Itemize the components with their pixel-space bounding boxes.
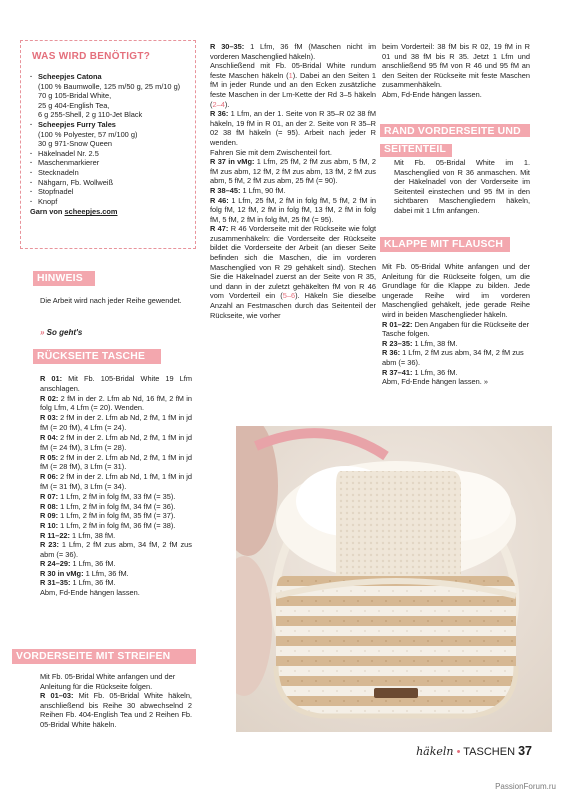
instruction-line: R 03: 2 fM in der 2. Lfm ab Nd, 2 fM, 1 fM in jd fM (= 20 fM), 4 Lfm (= 24). (40, 413, 192, 432)
materials-item: · Stopfnadel (30, 187, 192, 197)
materials-item: 6 g 255-Shell, 2 g 110-Jet Black (38, 110, 143, 120)
rand-text: Mit Fb. 05-Bridal White im 1. Maschenglied von R 36 anmaschen. Mit der Häkelnadel von der Vorderseite im Seitenteil einstechen und 95 fM in den sichtbaren Maschengliedern häkeln, dabei mit 1 Lfm anfangen. (394, 158, 530, 215)
rueckseite-header: RÜCKSEITE TASCHE (33, 346, 161, 364)
column-two-text (210, 42, 376, 320)
rueckseite-text (40, 374, 192, 598)
materials-item: 30 g 971-Snow Queen (38, 139, 112, 149)
instruction-line: R 38–45: 1 Lfm, 90 fM. (210, 185, 286, 195)
materials-item: 25 g 404-English Tea, (38, 100, 110, 110)
instruction-line: R 01–22: Den Angaben für die Rückseite der Tasche folgen. (382, 319, 530, 339)
materials-item: (100 % Polyester, 57 m/100 g) (38, 129, 138, 139)
instruction-line: R 23–35: 1 Lfm, 38 fM. (382, 338, 458, 348)
materials-item: 70 g 105-Bridal White, (38, 91, 112, 101)
instruction-line: R 46: 1 Lfm, 25 fM, 2 fM in folg fM, 5 fM, 2 fM in folg fM, 12 fM, 2 fM in folg fM, 13 fM, 2 fM in folg fM, 5 fM, 2 fM in folg fM, 25 fM (= 95). (210, 195, 376, 224)
klappe-text: Mit Fb. 05-Bridal White anfangen und der Anleitung für die Rückseite folgen, um die Grundlage für die Klappe zu bilden. Jede ungerade Reihe wird im vorderen Maschenglied gehäkelt, jede gerade Reihe wird in beiden Maschenglieder häkeln. R 01–22: Den Angaben für die Rückseite der Tasche folgen. R 23–35: 1 Lfm, 38 fM. R 36: 1 Lfm, 2 fM zus abm, 34 fM, 2 fM zus abm (= 36). R 37–41: 1 Lfm, 36 fM. Abm, Fd-Ende hängen lassen. » (382, 262, 530, 387)
instruction-line: R 08: 1 Lfm, 2 fM in folg fM, 34 fM (= 36). (40, 501, 176, 511)
instruction-line: R 37 in vMg: 1 Lfm, 25 fM, 2 fM zus abm, 5 fM, 2 fM zus abm, 12 fM, 2 fM zus abm, 13 fM, 2 fM zus abm, 5 fM, 2 fM zus abm, 25 fM (= 90). (210, 157, 377, 186)
yarn-source: Garn von scheepjes.com (30, 207, 118, 217)
section-label: TASCHEN (463, 746, 516, 758)
instruction-line: R 06: 2 fM in der 2. Lfm ab Nd, 1 fM, 1 fM in jd fM (= 31 fM), 3 Lfm (= 34). (40, 472, 192, 492)
instruction-line: R 02: 2 fM in der 2. Lfm ab Nd, 16 fM, 2 fM in folg Lfm, 4 Lfm (= 20). Wenden. (40, 393, 192, 413)
rand-header: RAND VORDERSEITE UND SEITENTEIL (380, 121, 530, 157)
yarn-link[interactable]: scheepjes.com (64, 207, 118, 217)
bag-illustration (236, 426, 552, 732)
instruction-line: R 36: 1 Lfm, an der 1. Seite von R 35–R 02 38 fM häkeln, 19 fM in R 01, an der 2. Seite von R 35–R 02 38 fM häkeln (= 95). Arbeit nach jeder R wenden. (210, 109, 376, 147)
page-number: 37 (518, 744, 532, 758)
materials-item: · Häkelnadel Nr. 2.5 (30, 149, 192, 159)
watermark: PassionForum.ru (495, 782, 556, 791)
instruction-line: R 24–29: 1 Lfm, 36 fM. (40, 559, 116, 569)
klappe-header: KLAPPE MIT FLAUSCH (380, 234, 510, 252)
vorderseite-text: Mit Fb. 05-Bridal White anfangen und der Anleitung für die Rückseite folgen. R 01–03: Mit Fb. 05-Bridal White häkeln, anschließend bis Reihe 30 abwechselnd 2 Reihen Fb. 404-English Tea und 2 Reihen Fb. 05-Bridal White häkeln. (40, 672, 192, 729)
instruction-line: R 11–22: 1 Lfm, 38 fM. (40, 530, 116, 540)
vorderseite-header: VORDERSEITE MIT STREIFEN (12, 646, 196, 664)
instruction-line: R 01–03: Mit Fb. 05-Bridal White häkeln, anschließend bis Reihe 30 abwechselnd 2 Reihen Fb. 404-English Tea und 2 Reihen Fb. 05-Bridal White häkeln. (40, 691, 192, 729)
instruction-line: R 30 in vMg: 1 Lfm, 36 fM. (40, 568, 129, 578)
instruction-line: Anschließend mit Fb. 05-Bridal White rundum feste Maschen häkeln (1). Dabei an den Seiten 1 fM in jeder Runde und an den Ecken zusätzliche feste Maschen in der Lm-Kette der Rd 3–5 häkeln (2–4). (210, 61, 376, 109)
instruction-line: R 09: 1 Lfm, 2 fM in folg fM, 35 fM (= 37). (40, 511, 176, 521)
instruction-line: R 23: 1 Lfm, 2 fM zus abm, 34 fM, 2 fM zus abm (= 36). (40, 540, 192, 559)
instruction-line: R 30–35: 1 Lfm, 36 fM (Maschen nicht im vorderen Maschenglied häkeln). (210, 42, 376, 61)
hinweis-header: HINWEIS (33, 268, 95, 286)
instruction-line: R 07: 1 Lfm, 2 fM in folg fM, 33 fM (= 35). (40, 492, 176, 502)
instruction-line: R 37–41: 1 Lfm, 36 fM. (382, 367, 458, 377)
column-three-text: beim Vorderteil: 38 fM bis R 02, 19 fM in R 01 und 38 fM bis R 35. Jetzt 1 Lfm und anschließend 95 fM von R 46 und 95 fM an den Seiten der Rückseite mit feste Maschen zusammenhäkeln. Abm, Fd-Ende hängen lassen. (382, 42, 530, 99)
materials-item: · Knopf (30, 197, 192, 207)
materials-item: (100 % Baumwolle, 125 m/50 g, 25 m/10 g) (38, 81, 181, 91)
bag-photo (236, 426, 552, 732)
hinweis-text: Die Arbeit wird nach jeder Reihe gewendet. (40, 296, 182, 305)
materials-item: · Scheepjes Catona (30, 72, 192, 82)
materials-list (30, 72, 192, 217)
instruction-line: R 47: R 46 Vorderseite mit der Rückseite wie folgt zusammenhäkeln: die Vorderseite der Rückseite bildet die Vorderseite der Arbeit (an dieser Seite befinden sich die Maschen, die im vorderen Maschenglied von R 29 gehäkelt sind). Stechen Sie die Häkelnadel zuerst an der Seite von R 35, und dann in der zuletzt gehäkelten fM von R 46 vom Vorderteil ein (5–6). Häkeln Sie dieselbe Anzahl an Festmaschen durch das Seitenteil der Rückseite, wie vorher (210, 224, 376, 320)
instruction-line: R 01: Mit Fb. 105-Bridal White 19 Lfm anschlagen. (40, 374, 192, 393)
so-gehts-label: » So geht's (40, 328, 83, 337)
instruction-line: Abm, Fd-Ende hängen lassen. (40, 588, 140, 598)
instruction-line: R 36: 1 Lfm, 2 fM zus abm, 34 fM, 2 fM zus abm (= 36). (382, 348, 524, 367)
materials-item: · Nähgarn, Fb. Wollweiß (30, 178, 192, 188)
instruction-line: R 31–35: 1 Lfm, 36 fM. (40, 578, 116, 588)
page-footer: häkeln • TASCHEN 37 (416, 744, 532, 758)
materials-title: WAS WIRD BENÖTIGT? (32, 51, 151, 62)
instruction-line: R 05: 2 fM in der 2. Lfm ab Nd, 2 fM, 1 fM in jd fM (= 28 fM), 3 Lfm (= 31). (40, 452, 192, 472)
materials-item: · Stecknadeln (30, 168, 192, 178)
instruction-line: Abm, Fd-Ende hängen lassen. » (382, 377, 488, 387)
instruction-line: R 10: 1 Lfm, 2 fM in folg fM, 36 fM (= 38). (40, 520, 176, 530)
instruction-line: Fahren Sie mit dem Zwischenteil fort. (210, 147, 332, 157)
materials-item: · Maschenmarkierer (30, 158, 192, 168)
magazine-brand: häkeln (416, 745, 454, 758)
instruction-line: R 04: 2 fM in der 2. Lfm ab Nd, 2 fM, 1 fM in jd fM (= 24 fM), 3 Lfm (= 28). (40, 433, 192, 452)
materials-item: · Scheepjes Furry Tales (30, 120, 192, 130)
